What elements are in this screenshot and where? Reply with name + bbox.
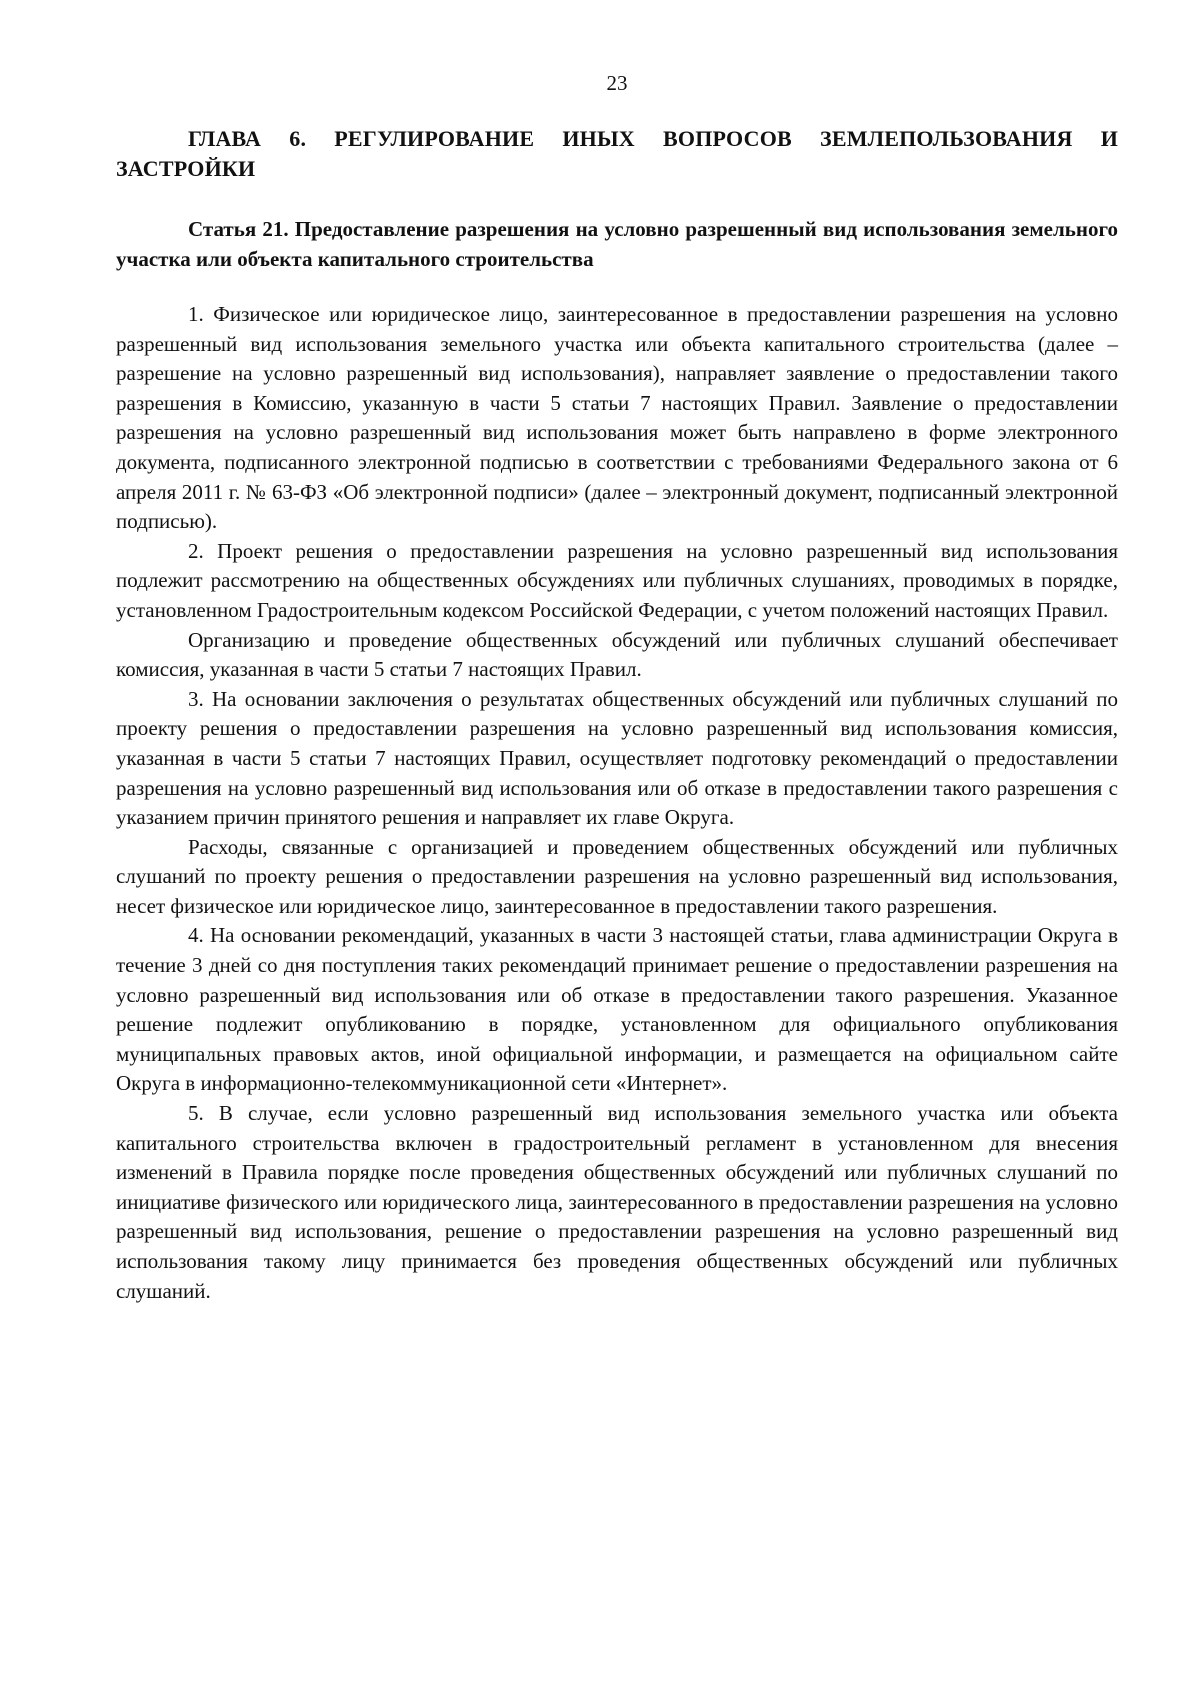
paragraph-2: 2. Проект решения о предоставлении разрешения на условно разрешенный вид использования подлежит рассмотрению на общественных обсуждениях или публичных слушаниях, проводимых в порядке, установленном Градостроительным кодексом Российской Федерации, с учетом положений настоящих Правил.	[116, 538, 1118, 622]
article-title: Статья 21. Предоставление разрешения на условно разрешенный вид использования земельного участка или объекта капитального строительства	[116, 217, 1118, 271]
paragraph-4: 4. На основании рекомендаций, указанных в части 3 настоящей статьи, глава администрации Округа в течение 3 дней со дня поступления таких рекомендаций принимает решение о предоставлении разрешения на условно разрешенный вид использования или об отказе в предоставлении такого разрешения. Указанное решение подлежит опубликованию в порядке, установленном для официального опубликования муниципальных правовых актов, иной официальной информации, и размещается на официальном сайте Округа в информационно-телекоммуникационной сети «Интернет».	[116, 923, 1118, 1096]
page-number: 23	[606, 71, 628, 95]
paragraph-3-continued: Расходы, связанные с организацией и проведением общественных обсуждений или публичных слушаний по проекту решения о предоставлении разрешения на условно разрешенный вид использования, несет физическое или юридическое лицо, заинтересованное в предоставлении такого разрешения.	[116, 834, 1118, 918]
paragraph-5: 5. В случае, если условно разрешенный вид использования земельного участка или объекта капитального строительства включен в градостроительный регламент в установленном для внесения изменений в Правила порядке после проведения общественных обсуждений или публичных слушаний по инициативе физического или юридического лица, заинтересованного в предоставлении разрешения на условно разрешенный вид использования, решение о предоставлении разрешения на условно разрешенный вид использования такому лицу принимается без проведения общественных обсуждений или публичных слушаний.	[116, 1101, 1118, 1303]
article-body	[116, 300, 1118, 1306]
paragraph-2-continued: Организацию и проведение общественных обсуждений или публичных слушаний обеспечивает комиссия, указанная в части 5 статьи 7 настоящих Правил.	[116, 627, 1118, 682]
paragraph-1: 1. Физическое или юридическое лицо, заинтересованное в предоставлении разрешения на условно разрешенный вид использования земельного участка или объекта капитального строительства (далее – разрешение на условно разрешенный вид использования), направляет заявление о предоставлении такого разрешения в Комиссию, указанную в части 5 статьи 7 настоящих Правил. Заявление о предоставлении разрешения на условно разрешенный вид использования может быть направлено в форме электронного документа, подписанного электронной подписью в соответствии с требованиями Федерального закона от 6 апреля 2011 г. № 63-ФЗ «Об электронной подписи» (далее – электронный документ, подписанный электронной подписью).	[116, 302, 1118, 534]
paragraph-3: 3. На основании заключения о результатах общественных обсуждений или публичных слушаний по проекту решения о предоставлении разрешения на условно разрешенный вид использования комиссия, указанная в части 5 статьи 7 настоящих Правил, осуществляет подготовку рекомендаций о предоставлении разрешения на условно разрешенный вид использования или об отказе в предоставлении такого разрешения с указанием причин принятого решения и направляет их главе Округа.	[116, 686, 1118, 830]
chapter-title: ГЛАВА 6. РЕГУЛИРОВАНИЕ ИНЫХ ВОПРОСОВ ЗЕМЛЕПОЛЬЗОВАНИЯ И ЗАСТРОЙКИ	[116, 126, 1118, 181]
